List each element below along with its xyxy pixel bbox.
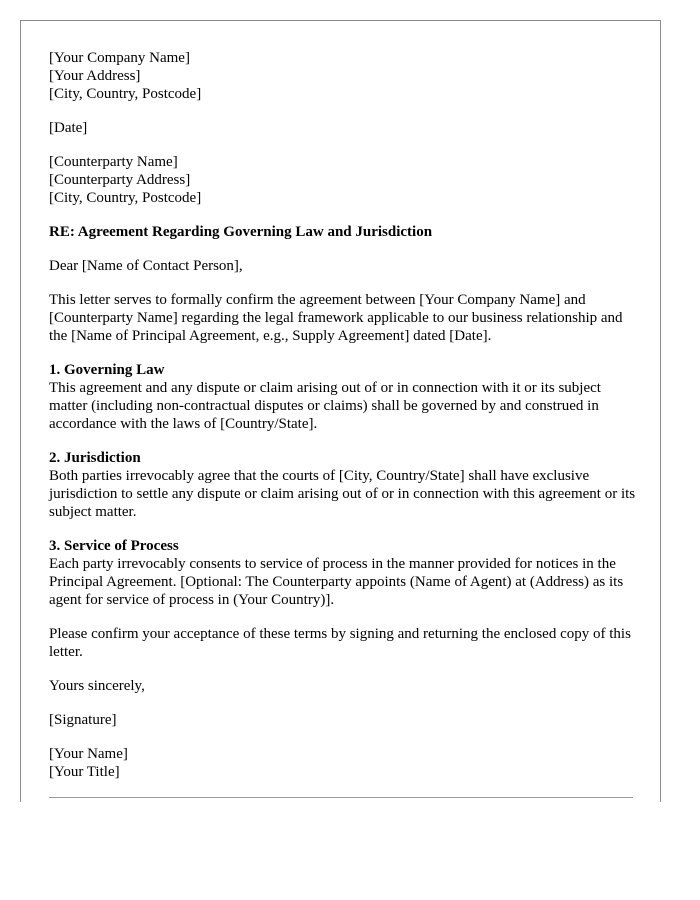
- recipient-address-block: [49, 153, 639, 207]
- signature-placeholder: [Signature]: [49, 712, 117, 728]
- signer-title: [Your Title]: [49, 764, 120, 780]
- section-title: 3. Service of Process: [49, 538, 179, 554]
- section-governing-law: [49, 361, 639, 433]
- sender-company: [Your Company Name]: [49, 50, 190, 66]
- section-title: 2. Jurisdiction: [49, 450, 141, 466]
- recipient-name: [Counterparty Name]: [49, 154, 178, 170]
- letter-content: [49, 49, 639, 797]
- salutation: Dear [Name of Contact Person],: [49, 258, 243, 274]
- section-title: 1. Governing Law: [49, 362, 165, 378]
- sender-address: [Your Address]: [49, 68, 141, 84]
- section-jurisdiction: [49, 449, 639, 521]
- letter-date: [Date]: [49, 120, 88, 136]
- bottom-divider: [49, 797, 633, 798]
- section-body: This agreement and any dispute or claim arising out of or in connection with it or its subject matter (including non-contractual disputes or claims) shall be governed by and construed in accordance with the laws of [Country/State].: [49, 380, 601, 432]
- section-body: Each party irrevocably consents to service of process in the manner provided for notices in the Principal Agreement. [Optional: The Counterparty appoints (Name of Agent) at (Address) as its agent for service of process in (Your Country)].: [49, 556, 624, 608]
- signer-block: [49, 745, 639, 781]
- letter-page: [20, 20, 661, 802]
- signer-name: [Your Name]: [49, 746, 128, 762]
- closing-request-paragraph: Please confirm your acceptance of these terms by signing and returning the enclosed copy of this letter.: [49, 626, 631, 660]
- intro-paragraph: This letter serves to formally confirm the agreement between [Your Company Name] and [Counterparty Name] regarding the legal framework applicable to our business relationship and the [Name of Principal Agreement, e.g., Supply Agreement] dated [Date].: [49, 292, 623, 344]
- date-block: [49, 119, 639, 137]
- closing-line: Yours sincerely,: [49, 678, 145, 694]
- section-service-of-process: [49, 537, 639, 609]
- sender-city: [City, Country, Postcode]: [49, 86, 202, 102]
- recipient-address: [Counterparty Address]: [49, 172, 191, 188]
- section-body: Both parties irrevocably agree that the courts of [City, Country/State] shall have exclusive jurisdiction to settle any dispute or claim arising out of or in connection with this agreement or its subject matter.: [49, 468, 636, 520]
- subject-line: RE: Agreement Regarding Governing Law and Jurisdiction: [49, 224, 433, 240]
- recipient-city: [City, Country, Postcode]: [49, 190, 202, 206]
- sender-address-block: [49, 49, 639, 103]
